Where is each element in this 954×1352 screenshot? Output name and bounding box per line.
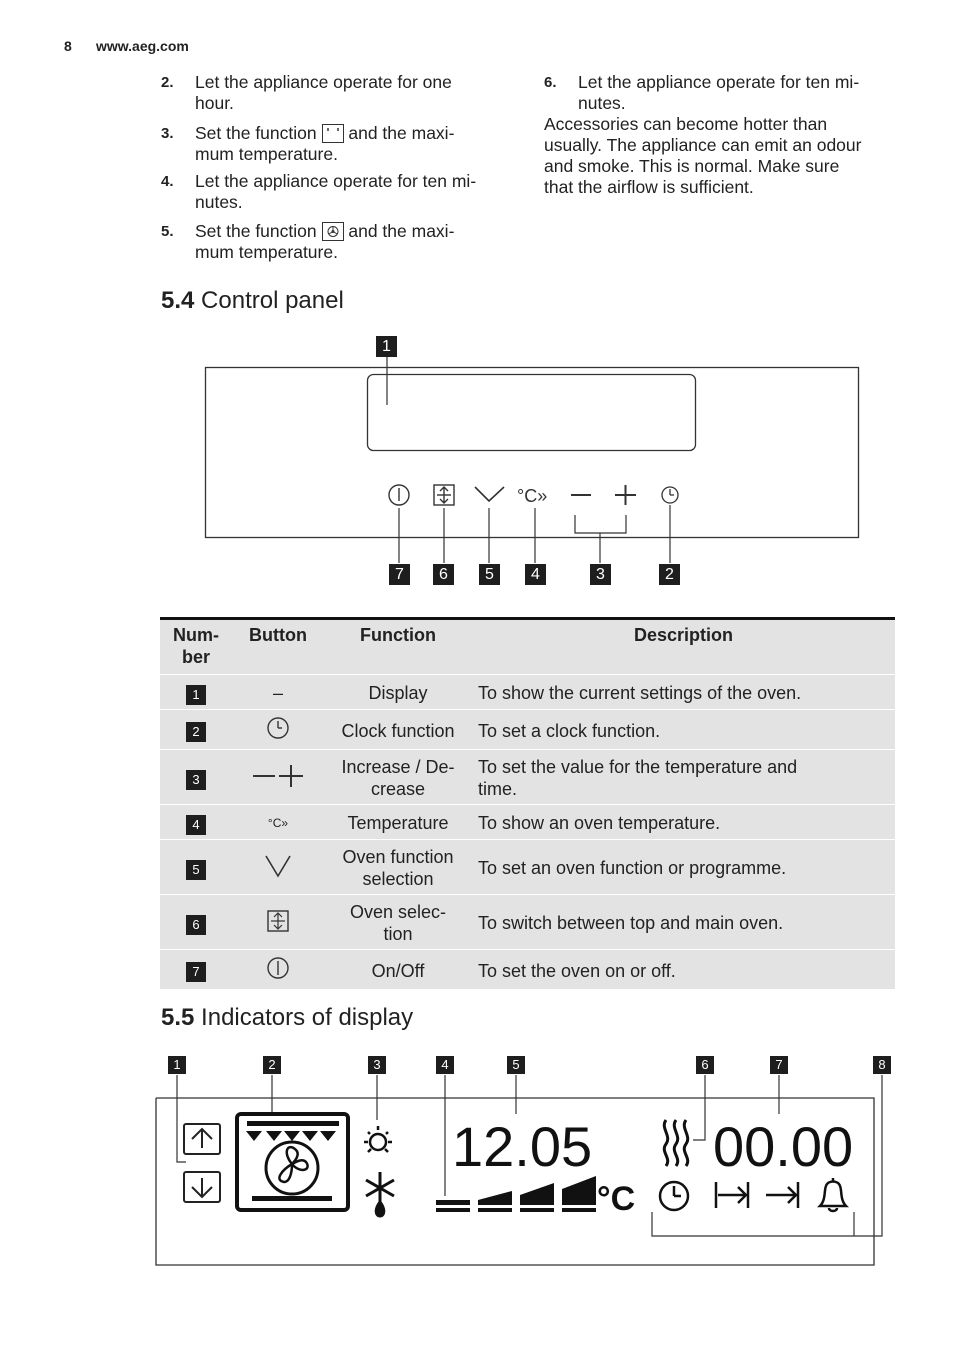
display-unit: °C bbox=[597, 1180, 636, 1218]
label-5: 5 bbox=[479, 564, 500, 585]
minus-plus-icon bbox=[251, 764, 305, 788]
clock-icon bbox=[266, 716, 290, 740]
table-row: 1 – Display To show the current settings of the oven. bbox=[160, 675, 895, 710]
indicator-label-6: 6 bbox=[696, 1056, 714, 1074]
indicator-label-7: 7 bbox=[770, 1056, 788, 1074]
control-panel-table bbox=[160, 617, 895, 989]
table-row: 7 On/Off To set the oven on or off. bbox=[160, 950, 895, 990]
indicator-label-2: 2 bbox=[263, 1056, 281, 1074]
label-2: 2 bbox=[659, 564, 680, 585]
heat-level-icon bbox=[436, 1176, 596, 1212]
indicator-label-4: 4 bbox=[436, 1056, 454, 1074]
indicator-label-8: 8 bbox=[873, 1056, 891, 1074]
page-number: 8 bbox=[64, 38, 72, 54]
table-row: 4 °C» Temperature To show an oven temperature. bbox=[160, 805, 895, 840]
step-6: 6. Let the appliance operate for ten mi- nutes. bbox=[544, 72, 860, 113]
section-title-control-panel: 5.4 Control panel bbox=[161, 287, 344, 314]
chevron-down-icon bbox=[264, 853, 292, 879]
temperature-icon: °C» bbox=[517, 486, 548, 506]
indicator-label-3: 3 bbox=[368, 1056, 386, 1074]
step-5: 5. Set the function and the maxi- mum temperature. bbox=[161, 221, 455, 262]
label-3: 3 bbox=[590, 564, 611, 585]
header-description: Description bbox=[472, 619, 895, 675]
indicator-label-5: 5 bbox=[507, 1056, 525, 1074]
alarm-bell-icon bbox=[820, 1178, 846, 1211]
step-2: 2. Let the appliance operate for one hour. bbox=[161, 72, 452, 113]
duration-icon bbox=[716, 1182, 748, 1208]
control-panel-diagram bbox=[0, 0, 954, 600]
label-6: 6 bbox=[433, 564, 454, 585]
clock-icon bbox=[660, 1182, 688, 1210]
table-row: 5 Oven function selection To set an oven function or programme. bbox=[160, 840, 895, 895]
display-window bbox=[368, 375, 696, 451]
clock-icon bbox=[662, 487, 678, 503]
temperature-icon: °C» bbox=[232, 805, 324, 840]
header-function: Function bbox=[324, 619, 472, 675]
label-4: 4 bbox=[525, 564, 546, 585]
section-title-indicators: 5.5 Indicators of display bbox=[161, 1004, 414, 1031]
chevron-down-icon bbox=[475, 487, 504, 501]
heat-up-icon bbox=[664, 1120, 687, 1166]
display-indicators-diagram bbox=[0, 1040, 954, 1280]
table-row: 3 Increase / De- crease To set the value for the temperature and time. bbox=[160, 750, 895, 805]
table-row: 6 Oven selec- tion To switch between top and main oven. bbox=[160, 895, 895, 950]
header-url: www.aeg.com bbox=[96, 38, 189, 54]
end-time-icon bbox=[766, 1182, 798, 1208]
panel-frame bbox=[206, 368, 859, 538]
table-row: 2 Clock function To set a clock function. bbox=[160, 710, 895, 750]
lamp-icon bbox=[364, 1126, 392, 1152]
label-7: 7 bbox=[389, 564, 410, 585]
arrow-down-icon bbox=[184, 1172, 220, 1202]
note-paragraph: Accessories can become hotter than usually. The appliance can emit an odour and smoke. This is normal. Make sure that the airflow is sufficient. bbox=[544, 114, 862, 197]
power-icon bbox=[266, 956, 290, 980]
step-4: 4. Let the appliance operate for ten mi- nutes. bbox=[161, 171, 477, 212]
arrow-up-icon bbox=[184, 1124, 220, 1154]
header-button: Button bbox=[232, 619, 324, 675]
defrost-icon bbox=[366, 1172, 394, 1216]
oven-function-icon bbox=[237, 1114, 348, 1210]
oven-select-icon bbox=[266, 909, 290, 933]
display-timer: 00.00 bbox=[713, 1115, 854, 1178]
display-time: 12.05 bbox=[452, 1115, 593, 1178]
oven-select-icon bbox=[434, 485, 454, 505]
header-number: Num- ber bbox=[160, 619, 232, 675]
indicator-label-1: 1 bbox=[168, 1056, 186, 1074]
power-icon bbox=[389, 485, 409, 505]
plus-icon bbox=[615, 485, 636, 505]
label-1: 1 bbox=[376, 336, 397, 357]
step-3: 3. Set the function and the maxi- mum temperature. bbox=[161, 123, 455, 164]
